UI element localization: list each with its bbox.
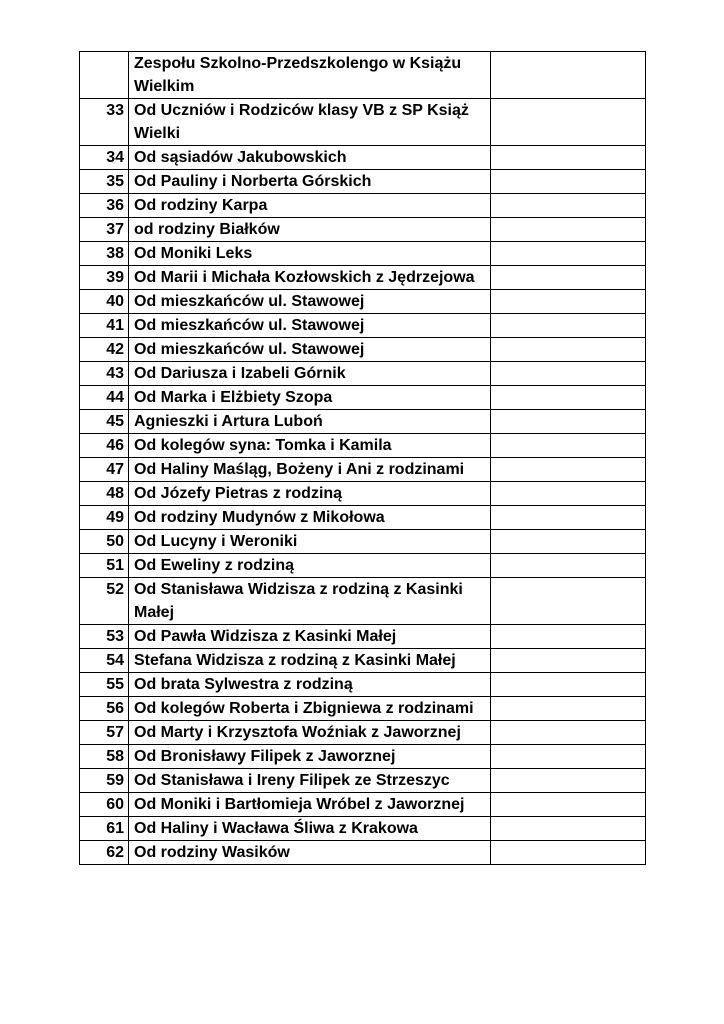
row-text: Od rodziny Mudynów z Mikołowa: [129, 506, 491, 530]
row-empty-cell: [491, 673, 646, 697]
table-row: [80, 530, 646, 554]
row-text: Od sąsiadów Jakubowskich: [129, 146, 491, 170]
row-empty-cell: [491, 458, 646, 482]
row-empty-cell: [491, 625, 646, 649]
row-empty-cell: [491, 170, 646, 194]
row-number: 48: [80, 482, 129, 506]
table-row: [80, 458, 646, 482]
table-row: [80, 314, 646, 338]
row-number: 46: [80, 434, 129, 458]
row-text: Od Haliny Maśląg, Bożeny i Ani z rodzinami: [129, 458, 491, 482]
table-row: [80, 625, 646, 649]
row-empty-cell: [491, 530, 646, 554]
table-row: [80, 290, 646, 314]
row-empty-cell: [491, 434, 646, 458]
row-number: [80, 52, 129, 99]
table-row: [80, 745, 646, 769]
table-row: [80, 721, 646, 745]
table-row: [80, 52, 646, 99]
row-empty-cell: [491, 649, 646, 673]
row-empty-cell: [491, 817, 646, 841]
table-row: [80, 386, 646, 410]
row-number: 49: [80, 506, 129, 530]
row-text: Od Bronisławy Filipek z Jaworznej: [129, 745, 491, 769]
table-row: [80, 146, 646, 170]
row-empty-cell: [491, 697, 646, 721]
row-text: Od Stanisława i Ireny Filipek ze Strzeszyc: [129, 769, 491, 793]
row-number: 36: [80, 194, 129, 218]
row-text: Od mieszkańców ul. Stawowej: [129, 338, 491, 362]
row-number: 45: [80, 410, 129, 434]
row-text: Od mieszkańców ul. Stawowej: [129, 314, 491, 338]
row-text: Od Marty i Krzysztofa Woźniak z Jaworznej: [129, 721, 491, 745]
row-number: 59: [80, 769, 129, 793]
table-row: [80, 649, 646, 673]
row-empty-cell: [491, 410, 646, 434]
row-number: 55: [80, 673, 129, 697]
table-row: [80, 338, 646, 362]
row-empty-cell: [491, 314, 646, 338]
row-text: Od Stanisława Widzisza z rodziną z Kasinki Małej: [129, 578, 491, 625]
row-text: Od Pawła Widzisza z Kasinki Małej: [129, 625, 491, 649]
donor-table: [79, 51, 646, 865]
row-number: 51: [80, 554, 129, 578]
row-empty-cell: [491, 266, 646, 290]
row-empty-cell: [491, 242, 646, 266]
table-row: [80, 697, 646, 721]
row-number: 42: [80, 338, 129, 362]
row-number: 52: [80, 578, 129, 625]
row-text: Od Marka i Elżbiety Szopa: [129, 386, 491, 410]
row-text: Od Haliny i Wacława Śliwa z Krakowa: [129, 817, 491, 841]
row-number: 61: [80, 817, 129, 841]
row-number: 33: [80, 99, 129, 146]
table-row: [80, 434, 646, 458]
row-number: 47: [80, 458, 129, 482]
row-number: 38: [80, 242, 129, 266]
table-row: [80, 793, 646, 817]
row-text: Od Moniki Leks: [129, 242, 491, 266]
table-row: [80, 362, 646, 386]
table-row: [80, 673, 646, 697]
row-text: Od Pauliny i Norberta Górskich: [129, 170, 491, 194]
table-row: [80, 242, 646, 266]
row-text: Od Uczniów i Rodziców klasy VB z SP Książ Wielki: [129, 99, 491, 146]
row-text: Od Moniki i Bartłomieja Wróbel z Jaworznej: [129, 793, 491, 817]
row-empty-cell: [491, 506, 646, 530]
table-row: [80, 266, 646, 290]
row-number: 41: [80, 314, 129, 338]
row-empty-cell: [491, 793, 646, 817]
row-empty-cell: [491, 52, 646, 99]
table-row: [80, 99, 646, 146]
row-text: Od Eweliny z rodziną: [129, 554, 491, 578]
table-row: [80, 170, 646, 194]
row-text: Od Marii i Michała Kozłowskich z Jędrzejowa: [129, 266, 491, 290]
row-empty-cell: [491, 386, 646, 410]
row-empty-cell: [491, 194, 646, 218]
row-text: Od rodziny Wasików: [129, 841, 491, 865]
table-row: [80, 841, 646, 865]
row-number: 50: [80, 530, 129, 554]
row-number: 44: [80, 386, 129, 410]
row-number: 34: [80, 146, 129, 170]
row-number: 58: [80, 745, 129, 769]
row-empty-cell: [491, 721, 646, 745]
row-text: od rodziny Białków: [129, 218, 491, 242]
table-row: [80, 482, 646, 506]
table-row: [80, 410, 646, 434]
table-row: [80, 194, 646, 218]
table-row: [80, 817, 646, 841]
row-empty-cell: [491, 99, 646, 146]
row-text: Agnieszki i Artura Luboń: [129, 410, 491, 434]
row-empty-cell: [491, 482, 646, 506]
donor-table-body: [80, 52, 646, 865]
row-text: Od kolegów Roberta i Zbigniewa z rodzinami: [129, 697, 491, 721]
table-row: [80, 218, 646, 242]
row-empty-cell: [491, 218, 646, 242]
row-number: 39: [80, 266, 129, 290]
row-empty-cell: [491, 841, 646, 865]
row-text: Stefana Widzisza z rodziną z Kasinki Małej: [129, 649, 491, 673]
row-empty-cell: [491, 362, 646, 386]
row-text: Od rodziny Karpa: [129, 194, 491, 218]
row-text: Od brata Sylwestra z rodziną: [129, 673, 491, 697]
row-number: 57: [80, 721, 129, 745]
row-number: 40: [80, 290, 129, 314]
row-empty-cell: [491, 146, 646, 170]
row-number: 43: [80, 362, 129, 386]
row-number: 54: [80, 649, 129, 673]
table-row: [80, 554, 646, 578]
table-row: [80, 769, 646, 793]
row-empty-cell: [491, 745, 646, 769]
row-number: 56: [80, 697, 129, 721]
row-text: Od Józefy Pietras z rodziną: [129, 482, 491, 506]
row-empty-cell: [491, 554, 646, 578]
row-number: 60: [80, 793, 129, 817]
row-text: Od kolegów syna: Tomka i Kamila: [129, 434, 491, 458]
row-text: Od mieszkańców ul. Stawowej: [129, 290, 491, 314]
row-empty-cell: [491, 338, 646, 362]
row-number: 37: [80, 218, 129, 242]
row-number: 35: [80, 170, 129, 194]
row-text: Od Dariusza i Izabeli Górnik: [129, 362, 491, 386]
row-text: Zespołu Szkolno-Przedszkolengo w Książu Wielkim: [129, 52, 491, 99]
row-empty-cell: [491, 578, 646, 625]
row-text: Od Lucyny i Weroniki: [129, 530, 491, 554]
row-empty-cell: [491, 769, 646, 793]
row-empty-cell: [491, 290, 646, 314]
row-number: 62: [80, 841, 129, 865]
row-number: 53: [80, 625, 129, 649]
table-row: [80, 578, 646, 625]
table-row: [80, 506, 646, 530]
